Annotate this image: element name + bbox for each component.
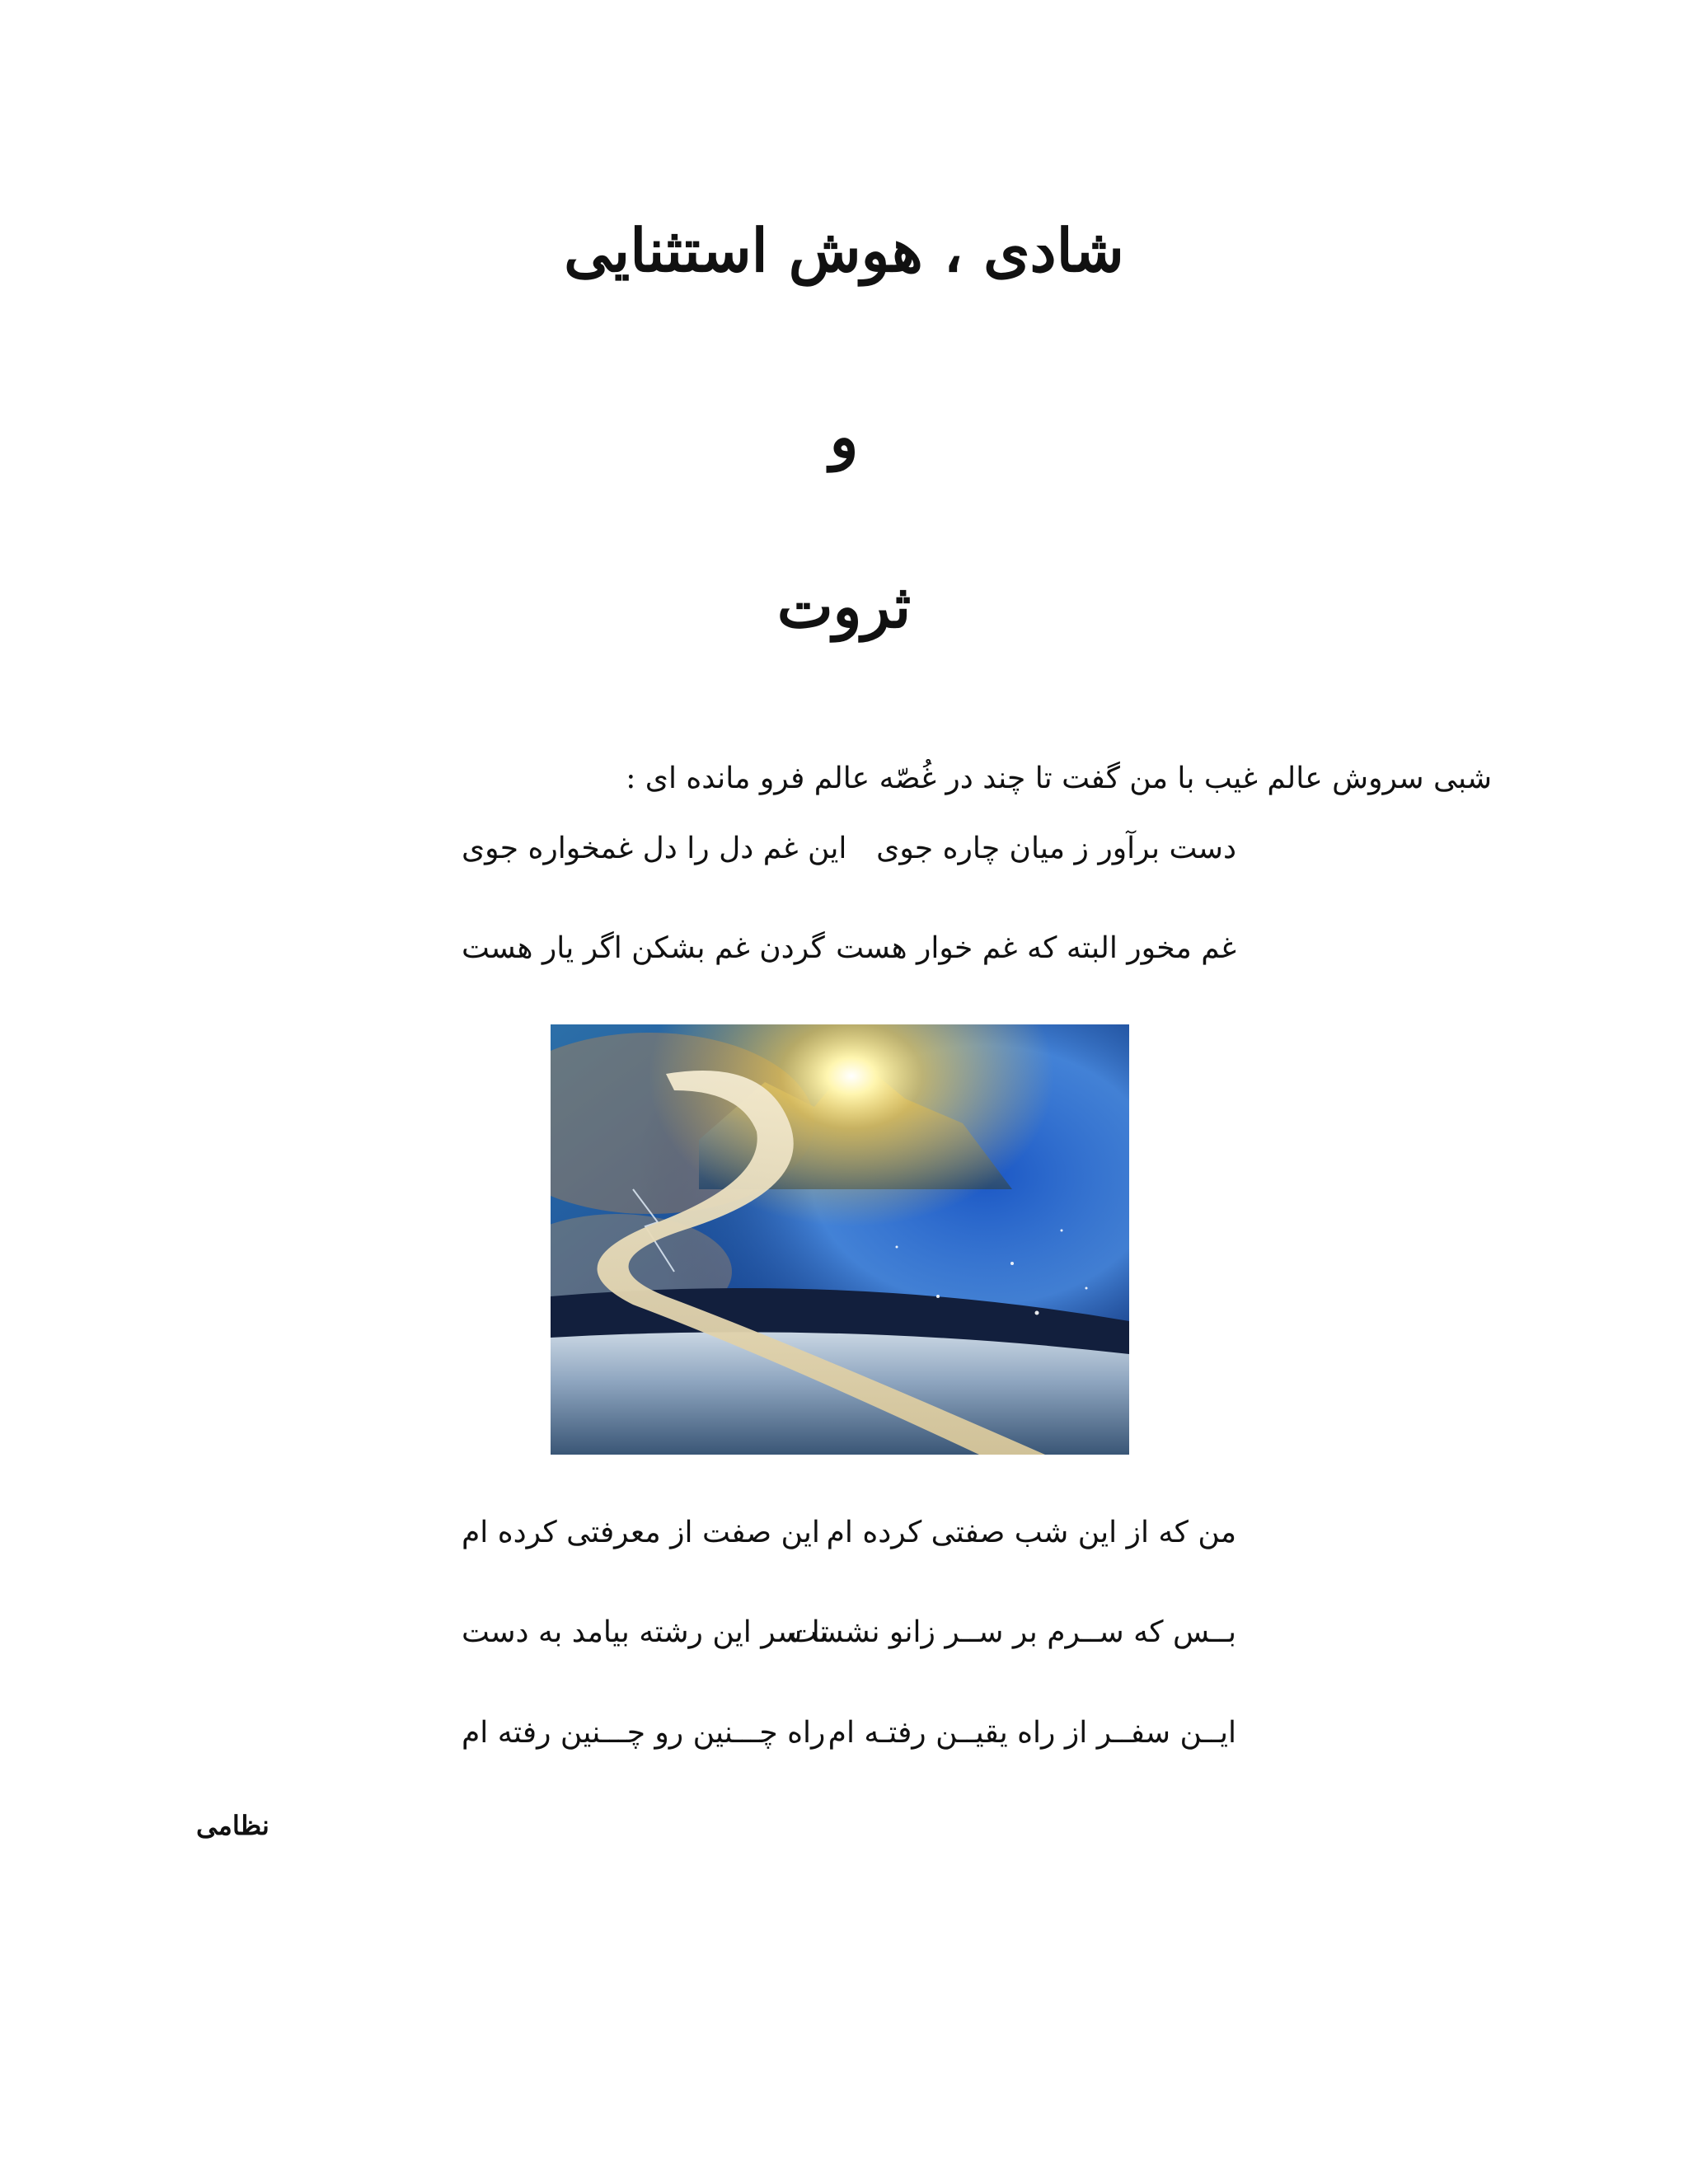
intro-paragraph: شبی سروش عالم غیب با من گفت تا چند در غُصّه عالم فرو مانده ای :	[626, 762, 1492, 795]
poem-couplet	[445, 1512, 1236, 1554]
cosmic-path-illustration	[551, 1024, 1129, 1455]
author-name: نظامی	[196, 1810, 270, 1841]
poem-couplet	[445, 1713, 1236, 1754]
couplet-first-hemistich: دست برآور ز میان چاره جوی	[876, 832, 1236, 865]
poem-couplet	[445, 928, 1236, 969]
couplet-first-hemistich: بــس که ســرم بر ســر زانو نشست	[789, 1615, 1236, 1649]
couplet-second-hemistich: این غم دل را دل غمخواره جوی	[462, 832, 847, 865]
couplet-second-hemistich: تا سر این رشته بیامد به دست	[462, 1615, 829, 1649]
couplet-second-hemistich: راه چـــنین رو چـــنین رفته ام	[462, 1716, 826, 1750]
couplet-first-hemistich: غم مخور البته که غم خوار هست	[836, 931, 1236, 965]
poem-couplet	[445, 828, 1236, 869]
couplet-first-hemistich: ایــن سفــر از راه یقیــن رفتـه ام	[828, 1716, 1236, 1750]
poem-couplet	[445, 1612, 1236, 1653]
page-title-line-2: و	[829, 401, 859, 471]
couplet-second-hemistich: این صفت از معرفتی کرده ام	[462, 1516, 820, 1549]
page-title-line-1: شادی ، هوش استثنایی	[564, 215, 1124, 285]
couplet-second-hemistich: گردن غم بشکن اگر یار هست	[462, 931, 825, 965]
couplet-first-hemistich: من که از این شب صفتی کرده ام	[826, 1516, 1236, 1549]
page-title-line-3: ثروت	[776, 571, 912, 641]
